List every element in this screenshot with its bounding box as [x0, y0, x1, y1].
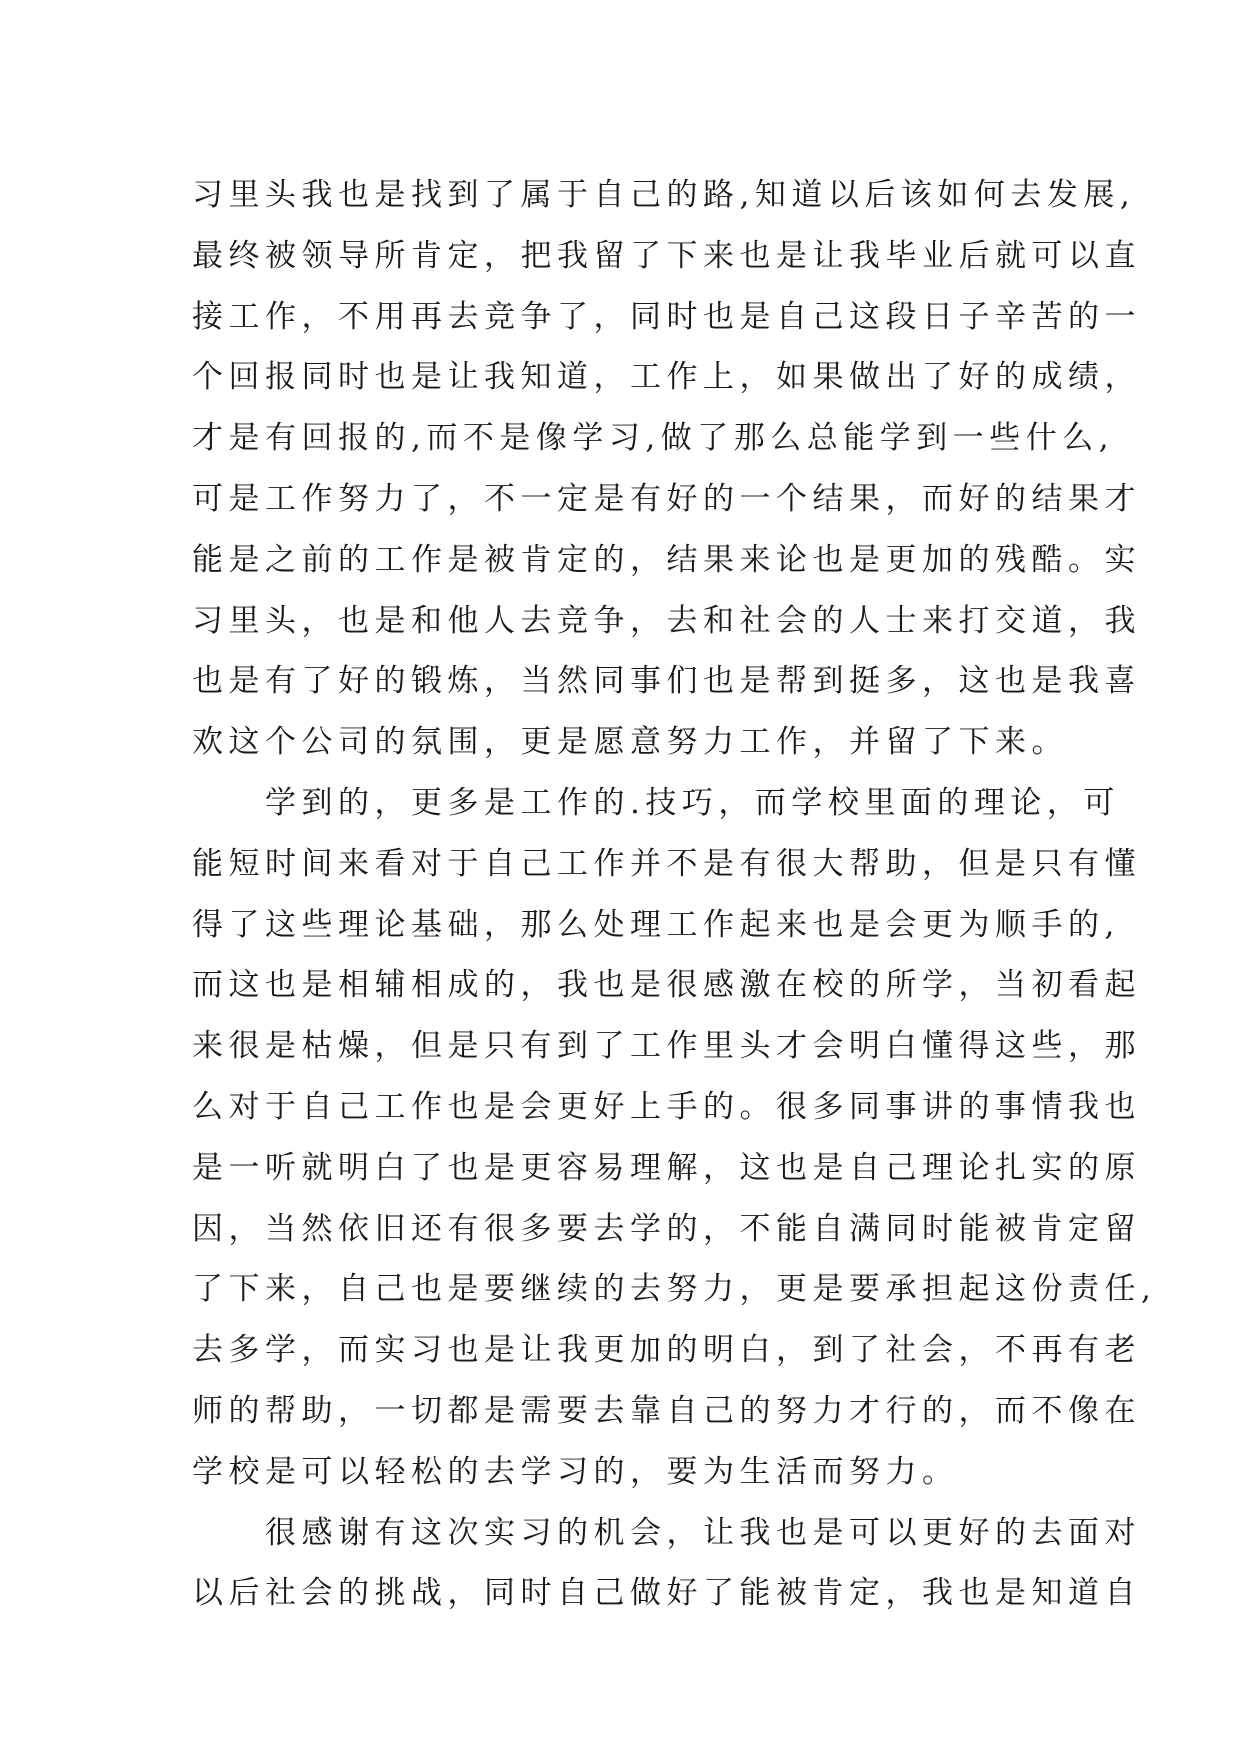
text-line: 习里头，也是和他人去竞争，去和社会的人士来打交道，我	[192, 602, 1141, 639]
text-line: 因，当然依旧还有很多要去学的，不能自满同时能被肯定留	[192, 1210, 1141, 1247]
text-line: 欢这个公司的氛围，更是愿意努力工作，并留了下来。	[192, 724, 1068, 761]
text-line: 也是有了好的锻炼，当然同事们也是帮到挺多，这也是我喜	[192, 663, 1141, 700]
text-line: 了下来，自己也是要继续的去努力，更是要承担起这份责任,	[192, 1271, 1157, 1308]
text-line: 接工作，不用再去竞争了，同时也是自己这段日子辛苦的一	[192, 298, 1141, 335]
text-line: 习里头我也是找到了属于自己的路,知道以后该如何去发展,	[192, 177, 1136, 213]
text-line: 而这也是相辅相成的，我也是很感激在校的所学，当初看起	[192, 967, 1141, 1004]
text-line: 么对于自己工作也是会更好上手的。很多同事讲的事情我也	[192, 1088, 1141, 1125]
text-line: 学校是可以轻松的去学习的，要为生活而努力。	[192, 1453, 959, 1490]
text-line: 可是工作努力了，不一定是有好的一个结果，而好的结果才	[192, 480, 1141, 517]
text-line: 得了这些理论基础，那么处理工作起来也是会更为顺手的,	[192, 906, 1120, 943]
text-line: 才是有回报的,而不是像学习,做了那么总能学到一些什么,	[192, 420, 1115, 457]
text-line: 能是之前的工作是被肯定的，结果来论也是更加的残酷。实	[192, 541, 1141, 578]
text-line: 能短时间来看对于自己工作并不是有很大帮助，但是只有懂	[192, 845, 1141, 882]
text-line: 师的帮助，一切都是需要去靠自己的努力才行的，而不像在	[192, 1392, 1141, 1429]
text-line: 来很是枯燥，但是只有到了工作里头才会明白懂得这些，那	[192, 1028, 1141, 1065]
text-line: 个回报同时也是让我知道，工作上，如果做出了好的成绩，	[192, 359, 1141, 396]
text-line: 最终被领导所肯定，把我留了下来也是让我毕业后就可以直	[192, 237, 1141, 274]
text-line: 学到的，更多是工作的.技巧，而学校里面的理论，可	[192, 784, 1120, 821]
text-line: 是一听就明白了也是更容易理解，这也是自己理论扎实的原	[192, 1149, 1141, 1186]
document-body	[192, 165, 1157, 1624]
text-line: 以后社会的挑战，同时自己做好了能被肯定，我也是知道自	[192, 1575, 1141, 1612]
text-line: 很感谢有这次实习的机会，让我也是可以更好的去面对	[192, 1514, 1141, 1551]
text-line: 去多学，而实习也是让我更加的明白，到了社会，不再有老	[192, 1332, 1141, 1369]
